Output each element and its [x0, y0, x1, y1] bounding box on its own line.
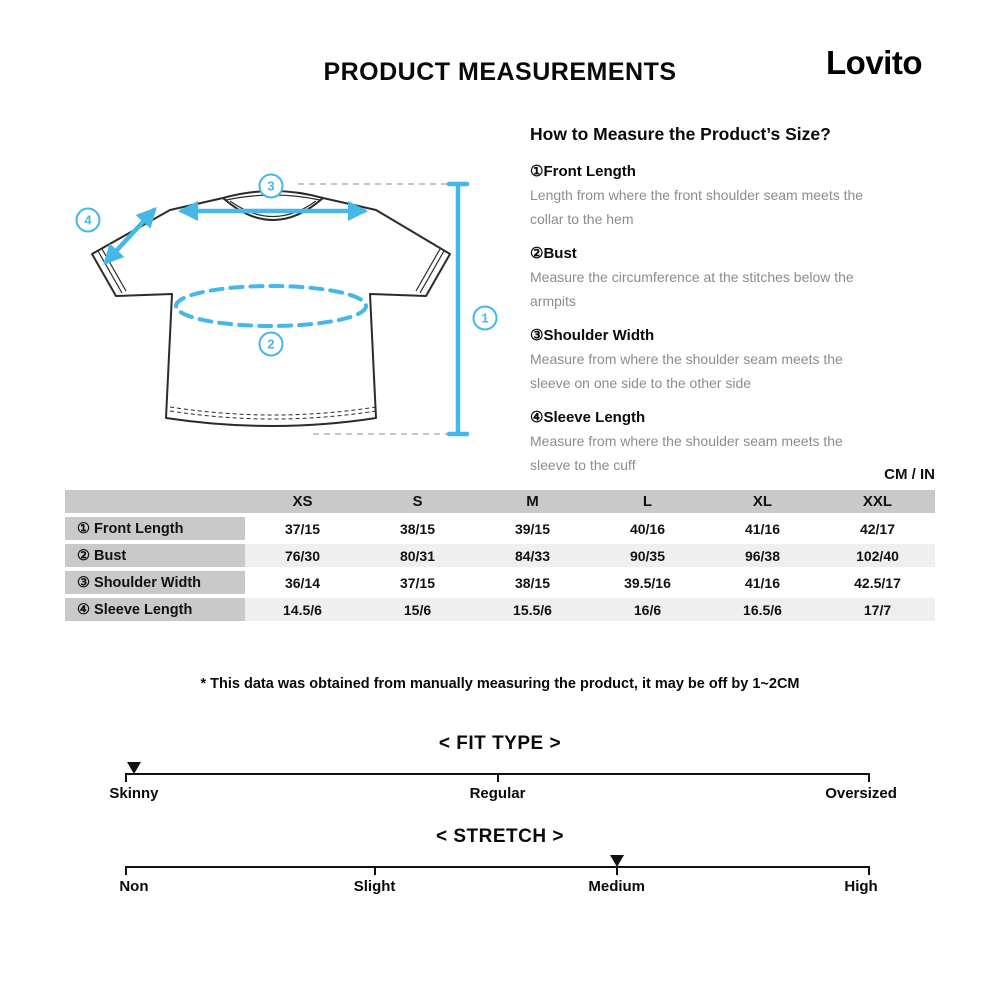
measurement-value: 76/30	[245, 544, 360, 571]
svg-text:1: 1	[481, 310, 489, 326]
fit-type-title: < FIT TYPE >	[438, 733, 562, 754]
measurement-value: 84/33	[475, 544, 590, 571]
measurement-value: 42/17	[820, 517, 935, 544]
row-label: ② Bust	[65, 544, 245, 571]
size-column-header: XL	[705, 490, 820, 517]
scale-tick	[125, 773, 127, 782]
measurement-value: 38/15	[475, 571, 590, 598]
size-column-header: S	[360, 490, 475, 517]
how-to-item-label: ①Front Length	[530, 163, 636, 180]
how-to-item-front-length	[530, 161, 870, 231]
measurement-disclaimer: * This data was obtained from manually measuring the product, it may be off by 1~2CM	[200, 676, 800, 692]
size-column-header: M	[475, 490, 590, 517]
measurement-value: 38/15	[360, 517, 475, 544]
how-to-item-desc: Measure from where the shoulder seam meets the sleeve to the cuff	[530, 433, 843, 473]
tshirt-outline	[92, 191, 450, 426]
table-row-front-length	[65, 517, 935, 544]
scale-tick	[497, 773, 499, 782]
stretch-marker-medium	[610, 855, 624, 867]
how-to-item-desc: Length from where the front shoulder seam meets the collar to the hem	[530, 187, 864, 227]
callout-sleeve-length	[77, 209, 100, 232]
table-row-bust	[65, 544, 935, 571]
svg-text:2: 2	[267, 336, 275, 352]
svg-text:4: 4	[84, 212, 92, 228]
how-to-item-label: ④Sleeve Length	[530, 409, 646, 426]
scale-tick	[125, 866, 127, 875]
scale-tick	[868, 866, 870, 875]
fit-label-oversized: Oversized	[825, 785, 897, 802]
scale-tick	[616, 866, 618, 875]
measurement-value: 41/16	[705, 517, 820, 544]
measurement-value: 15/6	[360, 598, 475, 625]
measurement-value: 39/15	[475, 517, 590, 544]
how-to-item-shoulder-width	[530, 325, 870, 395]
measurement-value: 39.5/16	[590, 571, 705, 598]
how-to-title: How to Measure the Product’s Size?	[530, 124, 831, 144]
callout-bust	[260, 333, 283, 356]
scale-tick	[868, 773, 870, 782]
size-table-corner-cell	[65, 490, 245, 517]
measurement-value: 41/16	[705, 571, 820, 598]
measurement-value: 96/38	[705, 544, 820, 571]
how-to-item-label: ③Shoulder Width	[530, 327, 655, 344]
stretch-label-non: Non	[119, 878, 149, 895]
fit-type-marker-skinny	[127, 762, 141, 774]
how-to-section	[530, 124, 870, 477]
measurement-value: 36/14	[245, 571, 360, 598]
scale-line	[125, 866, 870, 868]
measurement-value: 102/40	[820, 544, 935, 571]
brand-logo: Lovito	[826, 44, 922, 81]
tshirt-measurement-diagram	[58, 148, 508, 468]
measurement-value: 16.5/6	[705, 598, 820, 625]
measurement-value: 37/15	[360, 571, 475, 598]
scale-tick	[374, 866, 376, 875]
callout-front-length	[474, 307, 497, 330]
measurement-value: 40/16	[590, 517, 705, 544]
table-row-sleeve-length	[65, 598, 935, 625]
measurement-value: 42.5/17	[820, 571, 935, 598]
size-table-header-row	[65, 490, 935, 517]
units-label: CM / IN	[884, 466, 935, 483]
callout-shoulder-width	[260, 175, 283, 198]
table-row-shoulder-width	[65, 571, 935, 598]
how-to-item-bust	[530, 243, 870, 313]
stretch-label-high: High	[844, 878, 878, 895]
how-to-item-sleeve-length	[530, 407, 870, 477]
fit-label-regular: Regular	[469, 785, 526, 802]
stretch-label-medium: Medium	[588, 878, 646, 895]
row-label: ③ Shoulder Width	[65, 571, 245, 598]
row-label: ① Front Length	[65, 517, 245, 544]
row-label: ④ Sleeve Length	[65, 598, 245, 625]
measurement-value: 90/35	[590, 544, 705, 571]
stretch-title: < STRETCH >	[436, 826, 564, 847]
how-to-item-label: ②Bust	[530, 245, 577, 262]
measurement-value: 16/6	[590, 598, 705, 625]
measurement-value: 15.5/6	[475, 598, 590, 625]
stretch-scale	[119, 856, 878, 902]
how-to-item-desc: Measure the circumference at the stitches below the armpits	[530, 269, 854, 309]
size-column-header: XS	[245, 490, 360, 517]
size-column-header: L	[590, 490, 705, 517]
measurement-value: 37/15	[245, 517, 360, 544]
fit-type-scale	[109, 763, 897, 809]
stretch-label-slight: Slight	[353, 878, 396, 895]
size-table	[65, 490, 935, 625]
svg-text:3: 3	[267, 178, 275, 194]
measurement-value: 14.5/6	[245, 598, 360, 625]
page-title: PRODUCT MEASUREMENTS	[323, 58, 677, 86]
how-to-item-desc: Measure from where the shoulder seam meets the sleeve on one side to the other side	[530, 351, 843, 391]
size-column-header: XXL	[820, 490, 935, 517]
measurement-value: 17/7	[820, 598, 935, 625]
fit-label-skinny: Skinny	[109, 785, 159, 802]
measurement-value: 80/31	[360, 544, 475, 571]
